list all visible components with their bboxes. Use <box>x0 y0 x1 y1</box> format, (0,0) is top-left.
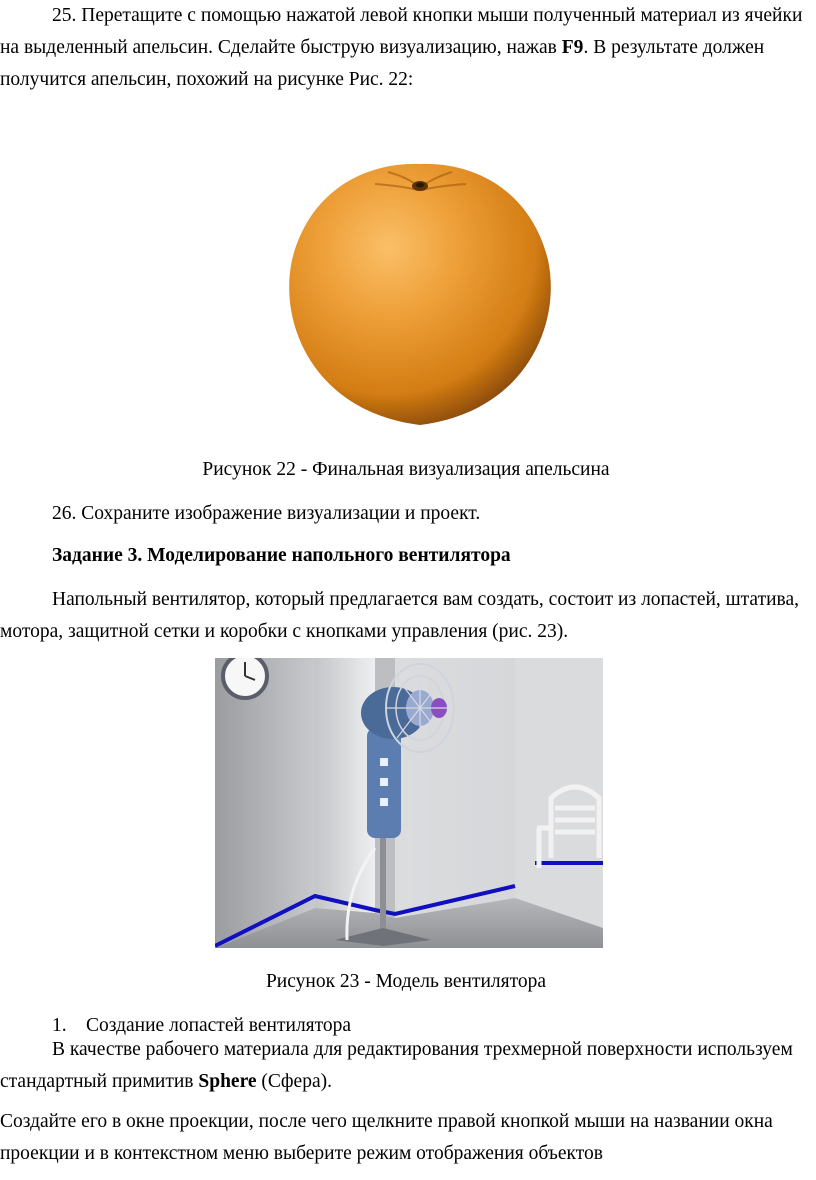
material-paragraph <box>0 1034 812 1098</box>
fan-model-image <box>215 658 603 948</box>
list-item-text: Создание лопастей вентилятора <box>86 1015 352 1036</box>
material-text-end: (Сфера). <box>256 1071 332 1092</box>
figure-22-caption: Рисунок 22 - Финальная визуализация апельсина <box>202 459 610 480</box>
step-26-paragraph: 26. Сохраните изображение визуализации и проект. <box>52 503 481 524</box>
sphere-term: Sphere <box>198 1071 257 1092</box>
step-25-text: 25. Перетащите с помощью нажатой левой кнопки мыши полученный материал из ячейки на выделенный апельсин. Сделайте быструю визуализацию, нажав <box>0 5 803 58</box>
list-item-number: 1. <box>52 1015 67 1036</box>
orange-render-image <box>270 150 570 440</box>
figure-23-caption: Рисунок 23 - Модель вентилятора <box>265 971 547 992</box>
f9-key-label: F9 <box>561 37 584 58</box>
step-25-paragraph <box>0 0 812 96</box>
material-text: В качестве рабочего материала для редактирования трехмерной поверхности используем стандартный примитив <box>0 1039 793 1092</box>
task-3-heading: Задание 3. Моделирование напольного вентилятора <box>52 545 511 566</box>
task-3-intro-paragraph: Напольный вентилятор, который предлагается вам создать, состоит из лопастей, штатива, мотора, защитной сетки и коробки с кнопками управления (рис. 23). <box>0 589 800 642</box>
final-paragraph: Создайте его в окне проекции, после чего щелкните правой кнопкой мыши на названии окна проекции и в контекстном меню выберите режим отображения объектов <box>0 1111 773 1164</box>
step-25-text-end: . В результате должен получится апельсин, похожий на рисунке Рис. 22: <box>0 37 765 90</box>
